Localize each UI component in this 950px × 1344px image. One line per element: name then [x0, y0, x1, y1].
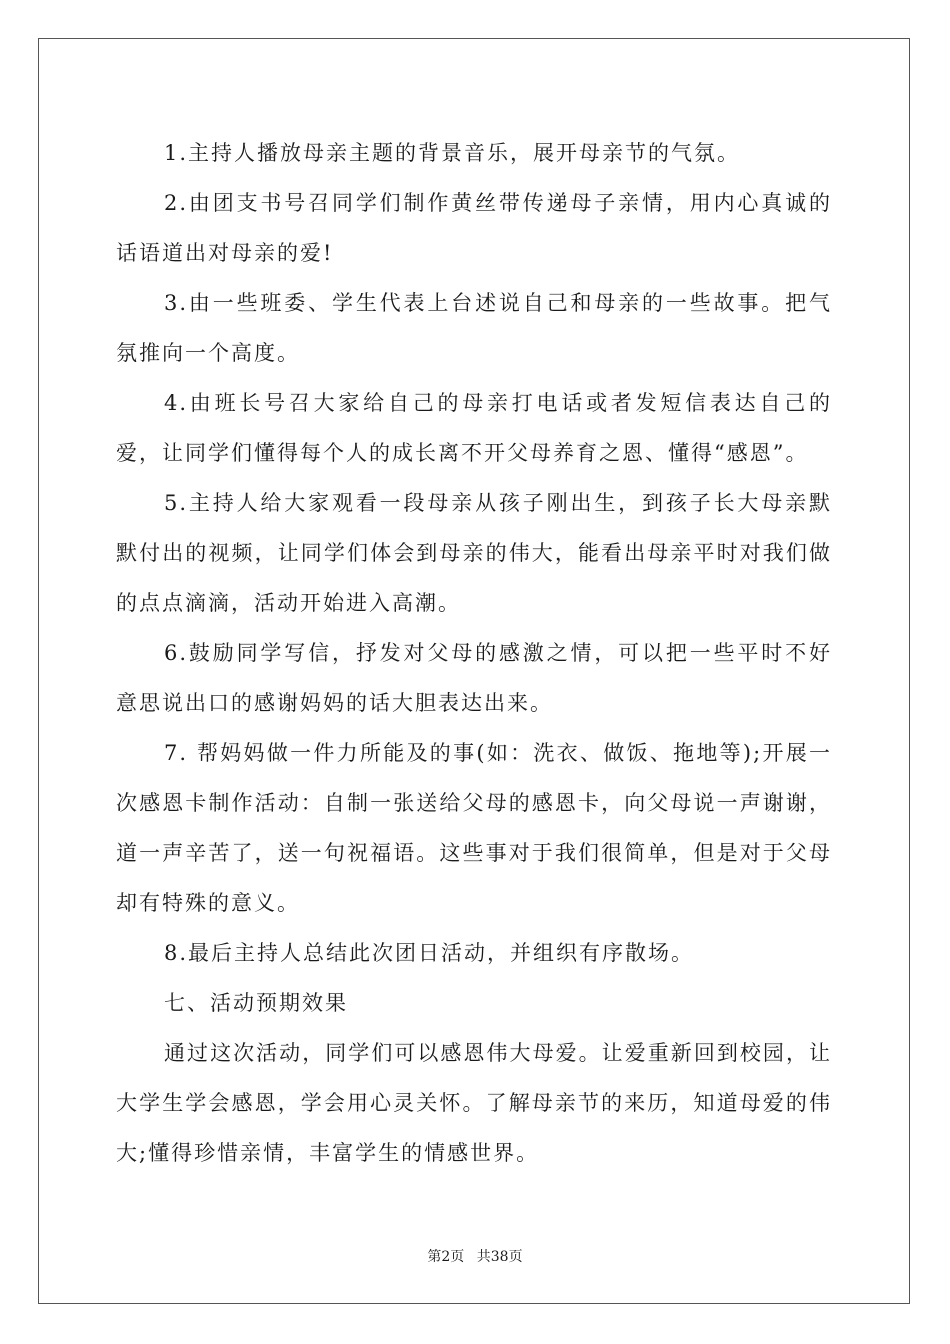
paragraph-step-1: 1.主持人播放母亲主题的背景音乐，展开母亲节的气氛。: [164, 141, 741, 165]
section-heading: 七、活动预期效果: [164, 991, 348, 1015]
paragraph-step-2: 2.由团支书号召同学们制作黄丝带传递母子亲情，用内心真诚的话语道出对母亲的爱!: [116, 191, 832, 265]
paragraph-step-4: 4.由班长号召大家给自己的母亲打电话或者发短信表达自己的爱，让同学们懂得每个人的成长离不开父母养育之恩、懂得“感恩”。: [116, 391, 832, 465]
page-footer: [0, 1248, 950, 1266]
paragraph-step-3: 3.由一些班委、学生代表上台述说自己和母亲的一些故事。把气氛推向一个高度。: [116, 291, 832, 365]
page-total: 共38页: [476, 1249, 523, 1265]
document-body: [116, 128, 832, 1178]
page-number: 第2页: [427, 1249, 465, 1265]
paragraph-step-6: 6.鼓励同学写信，抒发对父母的感激之情，可以把一些平时不好意思说出口的感谢妈妈的话大胆表达出来。: [116, 641, 832, 715]
paragraph-step-8: 8.最后主持人总结此次团日活动，并组织有序散场。: [164, 941, 695, 965]
paragraph-step-5: 5.主持人给大家观看一段母亲从孩子刚出生，到孩子长大母亲默默付出的视频，让同学们体会到母亲的伟大，能看出母亲平时对我们做的点点滴滴，活动开始进入高潮。: [116, 491, 832, 615]
paragraph-expected-effect: 通过这次活动，同学们可以感恩伟大母爱。让爱重新回到校园，让大学生学会感恩，学会用心灵关怀。了解母亲节的来历，知道母爱的伟大;懂得珍惜亲情，丰富学生的情感世界。: [116, 1041, 832, 1165]
paragraph-step-7: 7. 帮妈妈做一件力所能及的事(如：洗衣、做饭、拖地等);开展一次感恩卡制作活动：自制一张送给父母的感恩卡，向父母说一声谢谢，道一声辛苦了，送一句祝福语。这些事对于我们很简单，但是对于父母却有特殊的意义。: [116, 741, 832, 915]
